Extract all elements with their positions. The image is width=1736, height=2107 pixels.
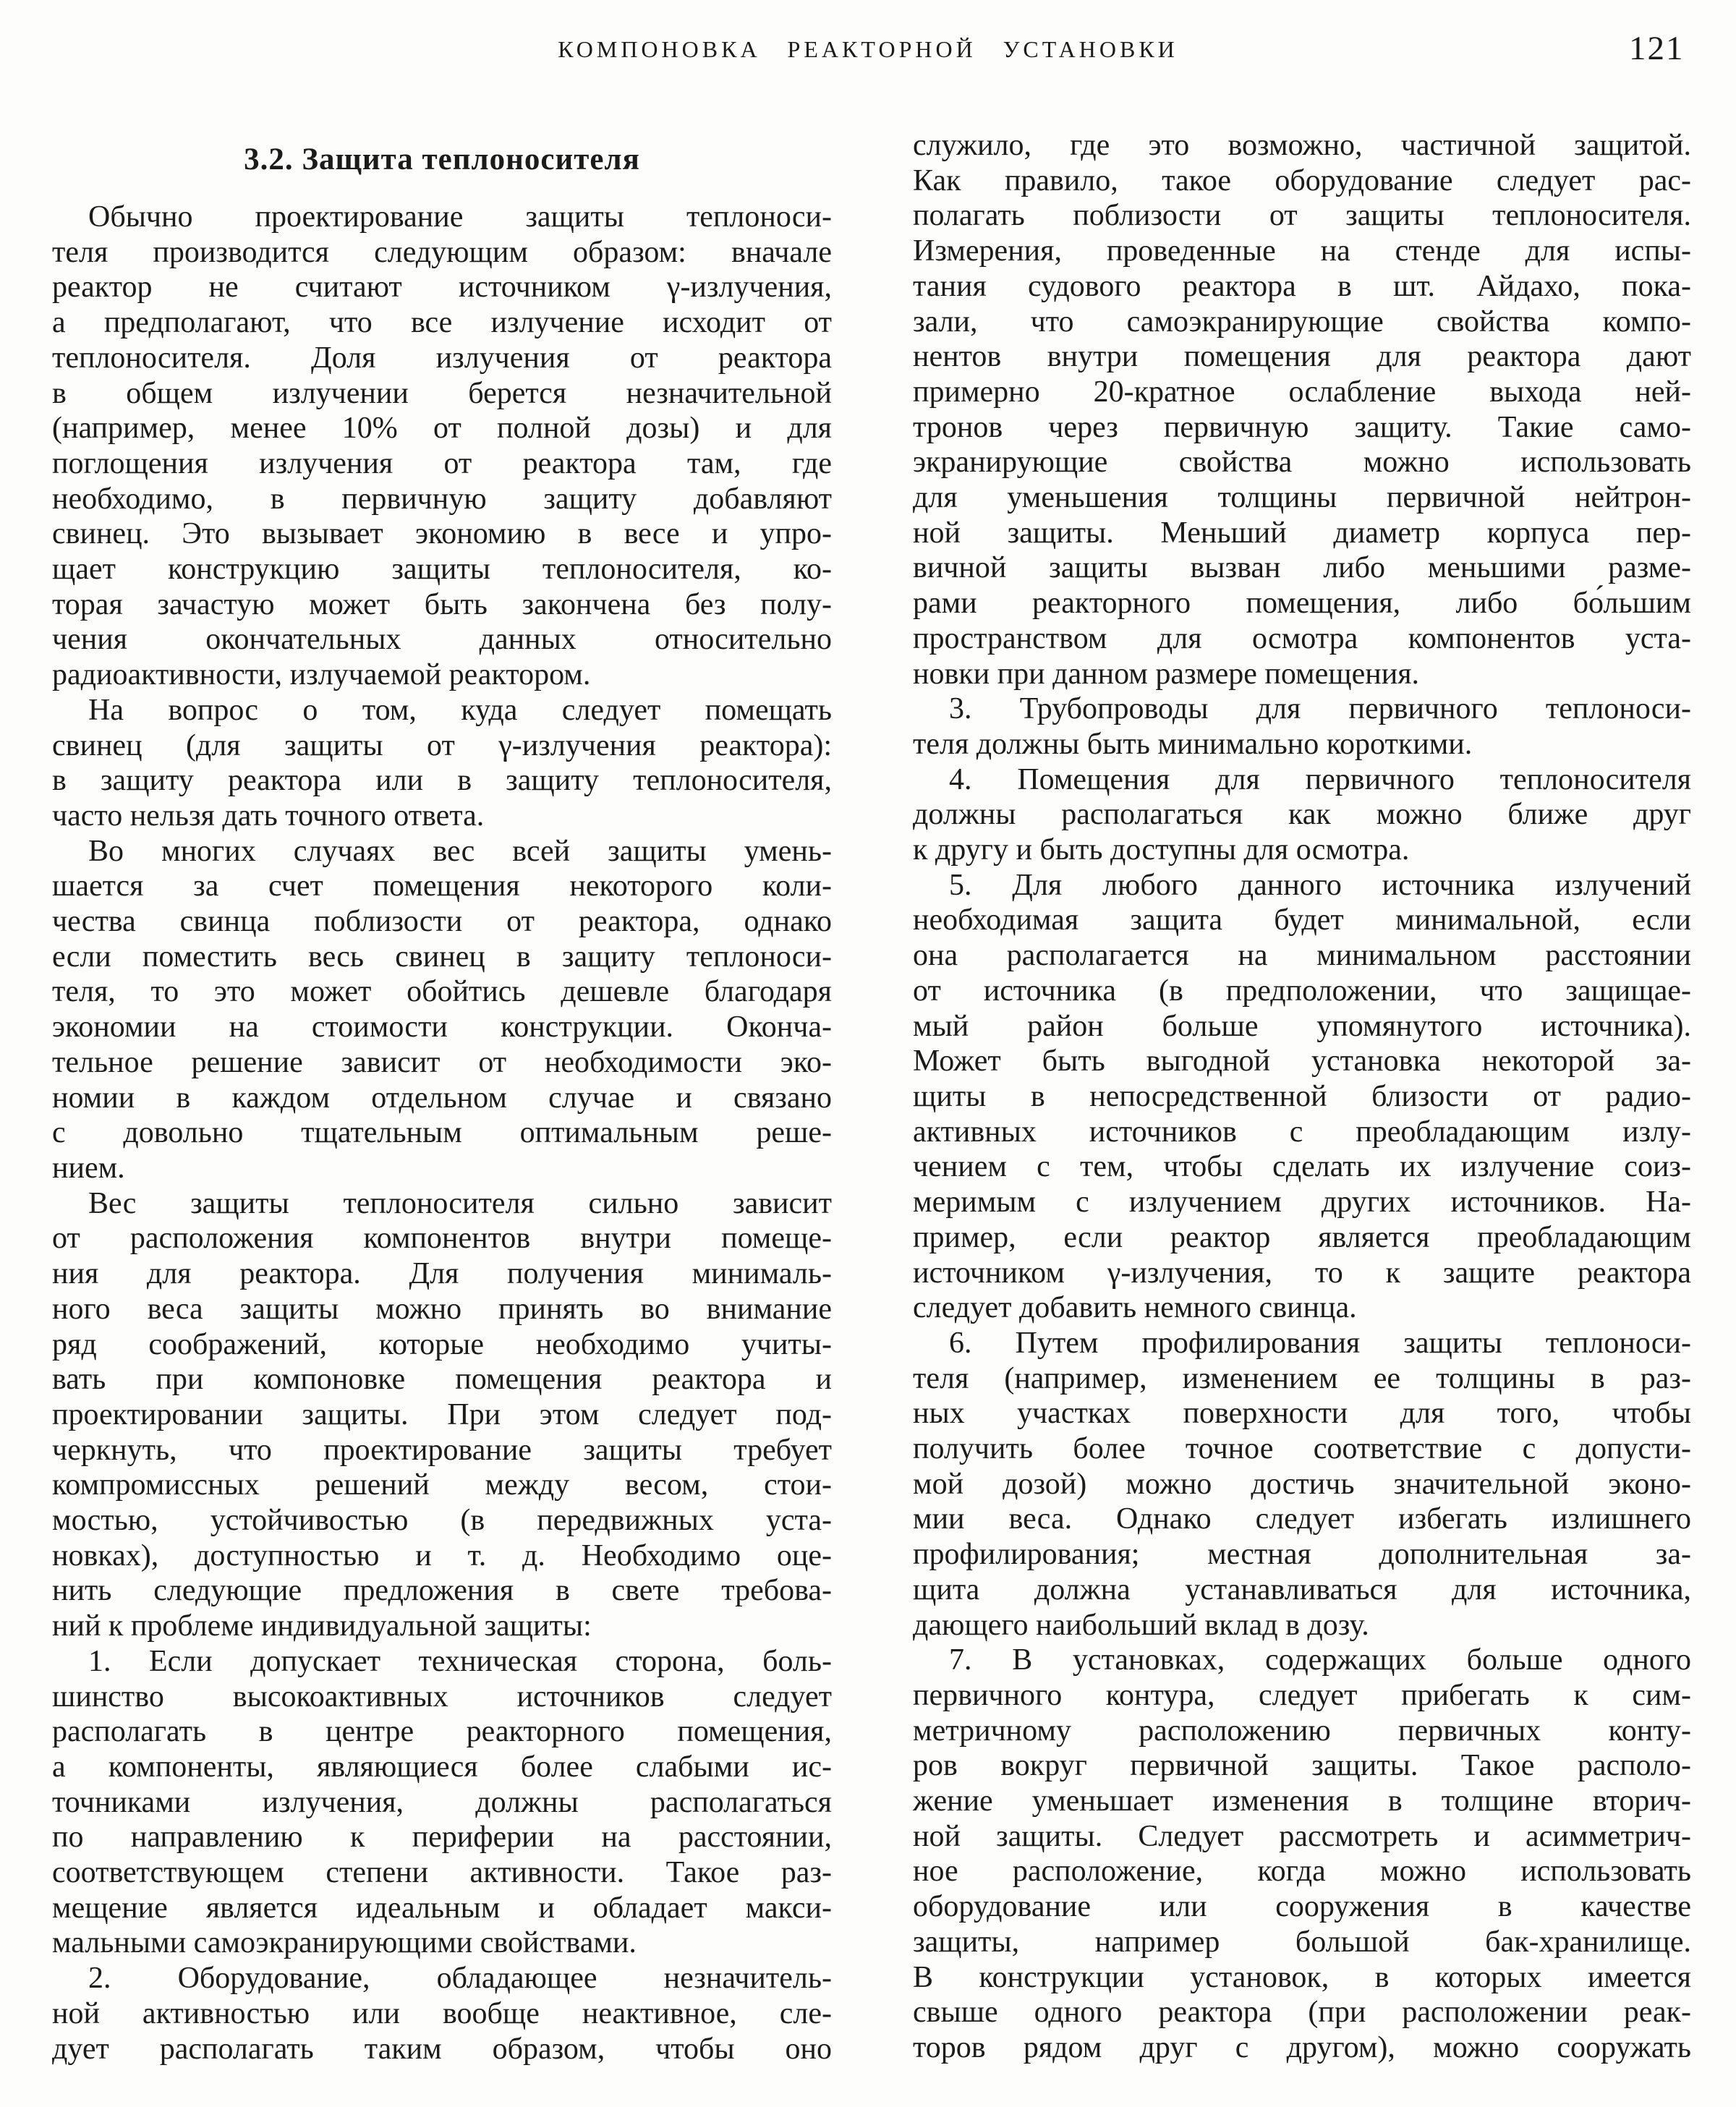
text-line: получить более точное соответствие с допусти-: [913, 1432, 1691, 1466]
text-line: щиты в непосредственной близости от радио-: [913, 1079, 1691, 1113]
text-line: торая зачастую может быть закончена без полу-: [52, 587, 832, 621]
text-line: чения окончательных данных относительно: [52, 623, 832, 657]
text-line: реактор не считают источником γ-излучения,: [52, 271, 832, 305]
text-line: с довольно тщательным оптимальным реше-: [52, 1116, 832, 1150]
text-line: должны располагаться как можно ближе друг: [913, 798, 1691, 832]
text-line: 3. Трубопроводы для первичного теплоноси-: [949, 692, 1691, 726]
text-line: новках), доступностью и т. д. Необходимо оце-: [52, 1538, 832, 1572]
text-line: 6. Путем профилирования защиты теплоноси-: [949, 1326, 1691, 1360]
text-line: черкнуть, что проектирование защиты требует: [52, 1433, 832, 1467]
text-line: мещение является идеальным и обладает макси-: [52, 1891, 832, 1925]
text-line: дует располагать таким образом, чтобы оно: [52, 2032, 832, 2066]
text-line: свинец (для защиты от γ-излучения реактора):: [52, 728, 832, 762]
text-line: источником γ-излучения, то к защите реактора: [913, 1256, 1691, 1290]
text-line: тронов через первичную защиту. Такие само-: [913, 410, 1691, 444]
text-line: метричному расположению первичных конту-: [913, 1714, 1691, 1748]
text-line: теля должны быть минимально короткими.: [913, 727, 1473, 761]
text-line: рами реакторного помещения, либо бо́льшим: [913, 587, 1691, 621]
text-line: Измерения, проведенные на стенде для испы-: [913, 234, 1691, 268]
text-line: необходимая защита будет минимальной, если: [913, 903, 1691, 937]
text-line: ной защиты. Меньший диаметр корпуса пер-: [913, 516, 1691, 550]
text-line: теля, то это может обойтись дешевле благодаря: [52, 975, 832, 1009]
text-line: чества свинца поблизости от реактора, однако: [52, 905, 832, 939]
text-line: нентов внутри помещения для реактора дают: [913, 340, 1691, 374]
text-line: первичного контура, следует прибегать к сим-: [913, 1678, 1691, 1712]
page-number: 121: [1629, 30, 1685, 67]
text-line: а предполагают, что все излучение исходит от: [52, 306, 832, 340]
text-line: ное расположение, когда можно использовать: [913, 1855, 1691, 1889]
running-head: [0, 36, 1736, 63]
text-line: радиоактивности, излучаемой реактором.: [52, 658, 591, 692]
text-line: необходимо, в первичную защиту добавляют: [52, 482, 832, 516]
text-line: зали, что самоэкранирующие свойства компо-: [913, 305, 1691, 339]
text-line: экономии на стоимости конструкции. Оконча-: [52, 1010, 832, 1044]
text-line: (например, менее 10% от полной дозы) и для: [52, 412, 832, 446]
text-line: точниками излучения, должны располагаться: [52, 1785, 832, 1819]
text-line: шинство высокоактивных источников следует: [52, 1680, 832, 1714]
text-line: она располагается на минимальном расстоянии: [913, 939, 1691, 973]
text-line: служило, где это возможно, частичной защитой.: [913, 129, 1691, 162]
text-line: Вес защиты теплоносителя сильно зависит: [88, 1186, 832, 1220]
text-line: поглощения излучения от реактора там, где: [52, 446, 832, 480]
text-line: На вопрос о том, куда следует помещать: [88, 693, 832, 727]
text-line: пример, если реактор является преобладающим: [913, 1220, 1691, 1254]
text-line: тельное решение зависит от необходимости эко-: [52, 1045, 832, 1079]
text-line: дающего наибольший вклад в дозу.: [913, 1608, 1369, 1642]
text-line: 1. Если допускает техническая сторона, боль-: [88, 1644, 832, 1678]
text-line: вичной защиты вызван либо меньшими разме-: [913, 551, 1691, 585]
text-line: 7. В установках, содержащих больше одного: [949, 1643, 1691, 1677]
text-line: к другу и быть доступны для осмотра.: [913, 833, 1410, 867]
text-line: щает конструкцию защиты теплоносителя, ко-: [52, 553, 832, 587]
text-line: в общем излучении берется незначительной: [52, 376, 832, 410]
text-line: нием.: [52, 1151, 125, 1185]
text-line: компромиссных решений между весом, стои-: [52, 1468, 832, 1502]
text-line: примерно 20-кратное ослабление выхода ней-: [913, 375, 1691, 409]
right-column: [913, 128, 1691, 2066]
text-line: часто нельзя дать точного ответа.: [52, 799, 485, 833]
text-line: Как правило, такое оборудование следует рас-: [913, 163, 1691, 197]
text-line: располагать в центре реакторного помещения,: [52, 1715, 832, 1749]
text-line: защиты, например большой бак-хранилище.: [913, 1925, 1691, 1959]
text-line: жение уменьшает изменения в толщине вторич-: [913, 1784, 1691, 1818]
text-line: мальными самоэкранирующими свойствами.: [52, 1926, 637, 1960]
text-line: ний к проблеме индивидуальной защиты:: [52, 1609, 592, 1643]
text-line: 2. Оборудование, обладающее незначитель-: [88, 1962, 832, 1996]
text-line: тания судового реактора в шт. Айдахо, пока-: [913, 269, 1691, 303]
text-line: ной активностью или вообще неактивное, сле-: [52, 1996, 832, 2030]
text-line: теля производится следующим образом: вначале: [52, 235, 832, 269]
text-line: в защиту реактора или в защиту теплоносителя,: [52, 764, 832, 798]
text-line: свинец. Это вызывает экономию в весе и упро-: [52, 517, 832, 551]
text-line: мый район больше упомянутого источника).: [913, 1009, 1691, 1043]
text-line: новки при данном размере помещения.: [913, 657, 1420, 691]
text-line: меримым с излучением других источников. На-: [913, 1186, 1691, 1219]
left-column: [52, 142, 832, 2066]
text-line: мостью, устойчивостью (в передвижных уста-: [52, 1504, 832, 1538]
running-head-title: КОМПОНОВКА РЕАКТОРНОЙ УСТАНОВКИ: [558, 36, 1178, 62]
text-line: ров вокруг первичной защиты. Такое располо-: [913, 1749, 1691, 1783]
text-line: теля (например, изменением ее толщины в раз-: [913, 1361, 1691, 1395]
text-line: свыше одного реактора (при расположении реак-: [913, 1996, 1691, 2030]
text-line: мии веса. Однако следует избегать излишнего: [913, 1502, 1691, 1536]
text-line: от расположения компонентов внутри помеще-: [52, 1222, 832, 1256]
text-line: от источника (в предположении, что защищае-: [913, 974, 1691, 1008]
text-line: если поместить весь свинец в защиту теплоноси-: [52, 940, 832, 974]
text-line: профилирования; местная дополнительная за-: [913, 1538, 1691, 1572]
text-line: а компоненты, являющиеся более слабыми ис-: [52, 1750, 832, 1784]
text-line: 5. Для любого данного источника излучений: [949, 868, 1691, 902]
text-line: Обычно проектирование защиты теплоноси-: [88, 200, 832, 234]
text-line: номии в каждом отдельном случае и связано: [52, 1081, 832, 1115]
text-line: торов рядом друг с другом), можно сооружать: [913, 2030, 1691, 2064]
text-line: 4. Помещения для первичного теплоносителя: [949, 762, 1691, 796]
text-line: ния для реактора. Для получения минималь-: [52, 1257, 832, 1291]
text-line: вать при компоновке помещения реактора и: [52, 1363, 832, 1397]
text-line: Может быть выгодной установка некоторой за-: [913, 1044, 1691, 1078]
text-line: соответствующем степени активности. Такое раз-: [52, 1856, 832, 1890]
text-line: ряд соображений, которые необходимо учиты-: [52, 1327, 832, 1361]
text-line: ного веса защиты можно принять во внимание: [52, 1292, 832, 1326]
text-line: следует добавить немного свинца.: [913, 1291, 1357, 1325]
text-line: пространством для осмотра компонентов уста-: [913, 621, 1691, 655]
text-line: активных источников с преобладающим излу-: [913, 1115, 1691, 1149]
text-line: Во многих случаях вес всей защиты умень-: [88, 834, 832, 868]
text-line: В конструкции установок, в которых имеется: [913, 1960, 1691, 1994]
text-line: проектировании защиты. При этом следует под-: [52, 1397, 832, 1431]
text-line: ных участках поверхности для того, чтобы: [913, 1397, 1691, 1431]
text-line: для уменьшения толщины первичной нейтрон-: [913, 481, 1691, 515]
text-line: оборудование или сооружения в качестве: [913, 1890, 1691, 1924]
text-line: чением с тем, чтобы сделать их излучение соиз-: [913, 1150, 1691, 1184]
text-line: ной защиты. Следует рассмотреть и асимметрич-: [913, 1819, 1691, 1853]
section-heading: 3.2. Защита теплоносителя: [244, 142, 640, 176]
text-line: мой дозой) можно достичь значительной эконо-: [913, 1467, 1691, 1501]
text-line: щита должна устанавливаться для источника,: [913, 1572, 1691, 1606]
text-line: экранирующие свойства можно использовать: [913, 446, 1691, 480]
text-line: теплоносителя. Доля излучения от реактора: [52, 341, 832, 375]
text-line: шается за счет помещения некоторого коли-: [52, 869, 832, 903]
text-line: нить следующие предложения в свете требова-: [52, 1574, 832, 1608]
text-line: полагать поблизости от защиты теплоносителя.: [913, 199, 1691, 233]
right-column-text: [913, 128, 1691, 2066]
text-line: по направлению к периферии на расстоянии,: [52, 1821, 832, 1855]
left-column-text: [52, 200, 832, 2066]
